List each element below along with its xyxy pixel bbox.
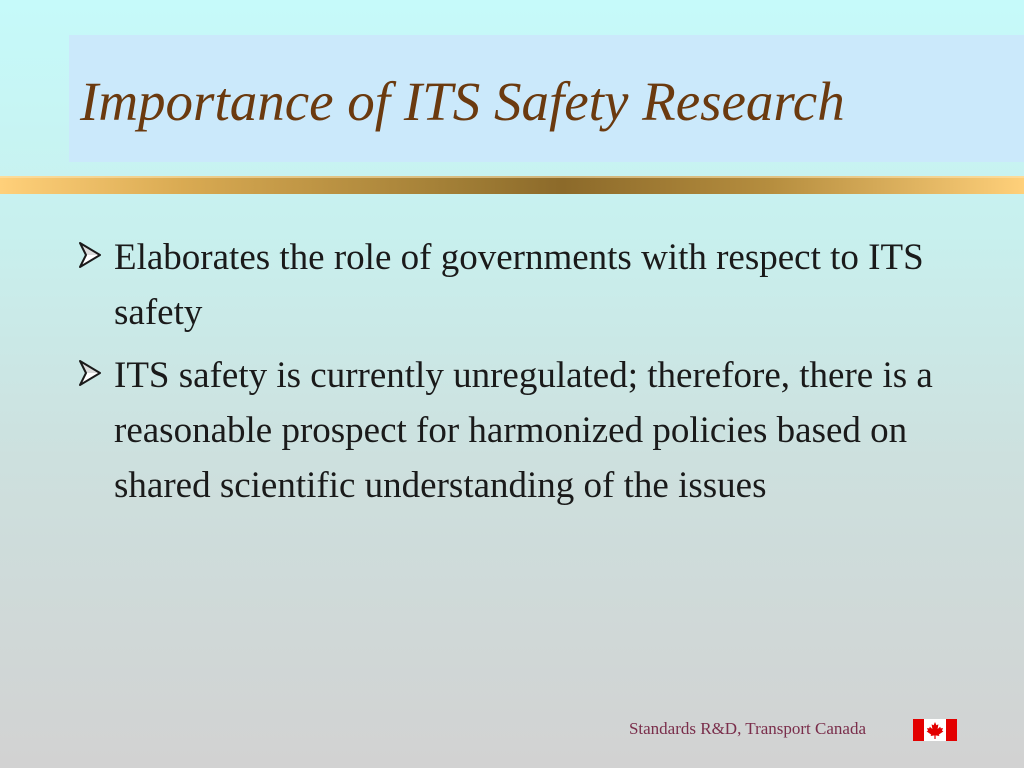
footer-text: Standards R&D, Transport Canada (628, 719, 866, 738)
slide-title: Importance of ITS Safety Research (80, 71, 845, 132)
list-item (78, 348, 948, 513)
arrowhead-bullet-icon (78, 348, 114, 387)
arrowhead-bullet-icon (78, 230, 114, 269)
bullet-text: ITS safety is currently unregulated; therefore, there is a reasonable prospect for harmonized policies based on shared scientific understanding of the issues (114, 355, 933, 506)
title-divider-bar (0, 176, 1024, 194)
canada-flag-icon (913, 719, 957, 741)
list-item (78, 230, 948, 340)
bullet-text: Elaborates the role of governments with respect to ITS safety (114, 237, 924, 333)
bullet-list (78, 230, 948, 521)
